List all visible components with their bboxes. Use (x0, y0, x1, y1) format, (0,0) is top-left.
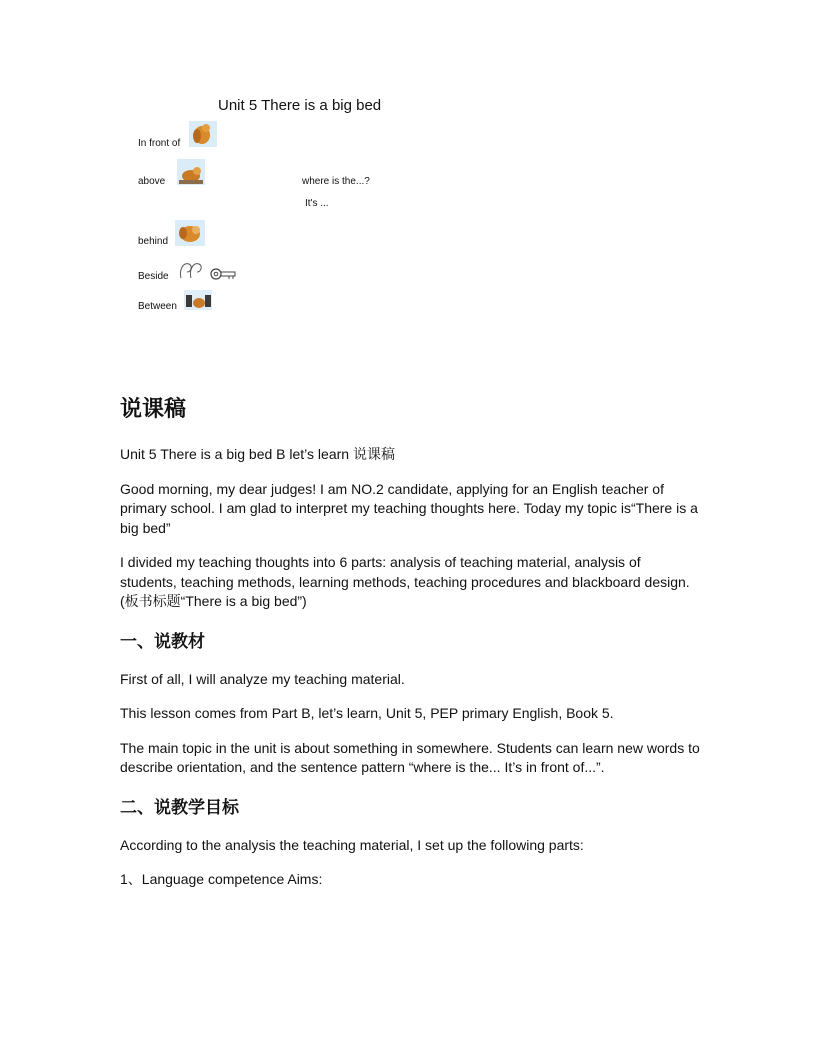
word-above: above (138, 176, 166, 187)
squirrel-in-front-icon (188, 120, 218, 148)
document-body (120, 384, 700, 905)
paragraph-topic: The main topic in the unit is about something in somewhere. Students can learn new words to describe orientation, and the sentence pattern “where is the... It’s in front of...”. (120, 739, 700, 775)
word-in-front-of: In front of (138, 138, 181, 149)
word-behind: behind (138, 236, 169, 247)
paragraph-greeting: Good morning, my dear judges! I am NO.2 candidate, applying for an English teacher of primary school. I am glad to interpret my teaching thoughts here. Today my topic is“There is a big bed” (120, 480, 698, 536)
section-heading-aims: 二、说教学目标 (120, 797, 239, 818)
paragraph-outline: I divided my teaching thoughts into 6 parts: analysis of teaching material, analysis of students, teaching methods, learning methods, teaching procedures and blackboard design. (板书标题“There is a big bed”) (120, 554, 690, 609)
word-between: Between (138, 301, 177, 312)
paragraph-language-aims: 1、Language competence Aims: (120, 871, 323, 887)
squirrel-beside-key-icon (177, 258, 239, 284)
word-beside: Beside (138, 271, 169, 282)
section-heading-material: 一、说教材 (120, 631, 205, 652)
pattern-answer: It's ... (305, 198, 329, 209)
squirrel-between-icon (183, 289, 213, 311)
squirrel-above-icon (176, 158, 206, 186)
page-title: 说课稿 (120, 397, 187, 422)
paragraph-source: This lesson comes from Part B, let’s learn, Unit 5, PEP primary English, Book 5. (120, 705, 614, 721)
lesson-subtitle: Unit 5 There is a big bed B let’s learn 说课稿 (120, 446, 395, 462)
squirrel-behind-icon (174, 219, 206, 247)
board-title: Unit 5 There is a big bed (218, 97, 382, 114)
paragraph-analyze: First of all, I will analyze my teaching material. (120, 670, 405, 687)
pattern-question: where is the...? (302, 176, 370, 187)
paragraph-aims-intro: According to the analysis the teaching material, I set up the following parts: (120, 836, 584, 853)
